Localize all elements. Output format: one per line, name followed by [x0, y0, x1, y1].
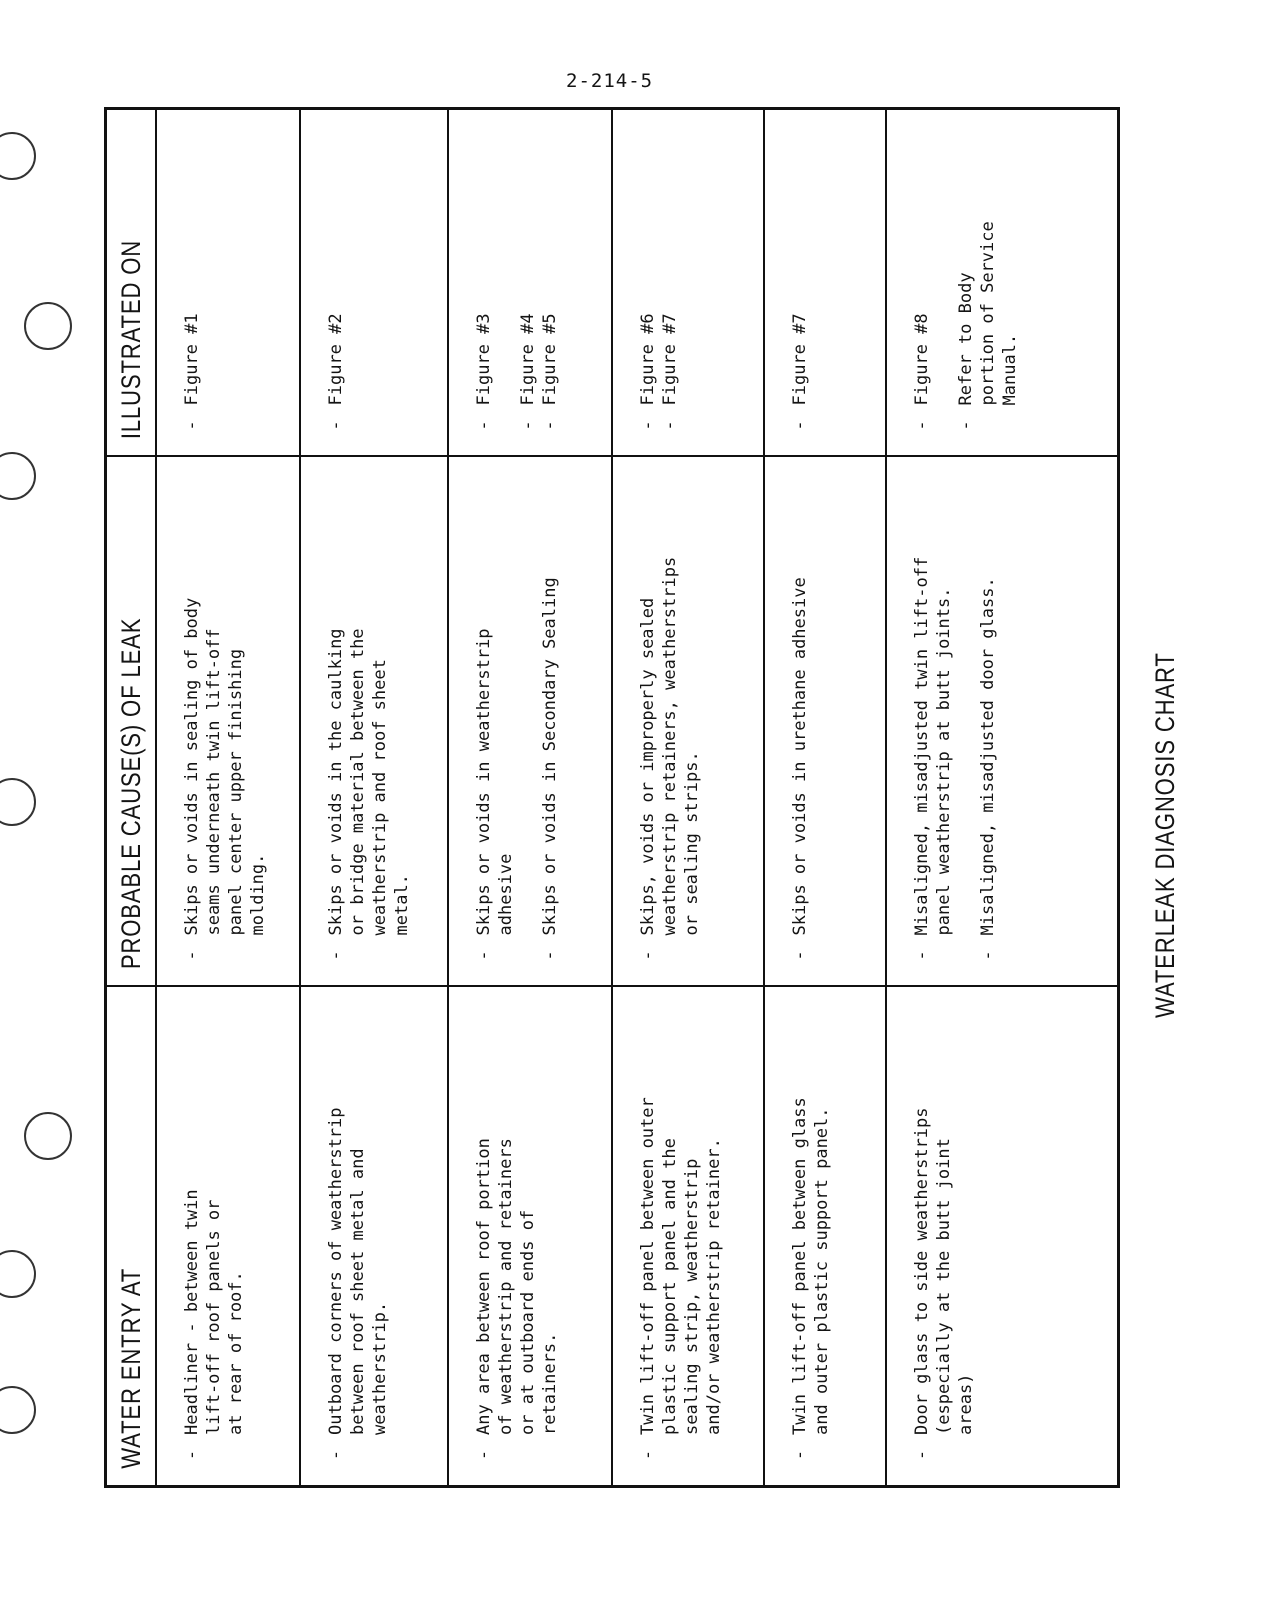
- water-entry-text: Twin lift-off panel between glass and outer plastic support panel.: [790, 1097, 832, 1435]
- illustrated-cell: - Figure #8 - Refer to Body portion of Service Manual.: [886, 109, 1119, 457]
- rotated-sheet: [104, 110, 1120, 1488]
- water-entry-cell: - Twin lift-off panel between glass and outer plastic support panel.: [764, 987, 886, 1487]
- water-entry-cell: - Headliner - between twin lift-off roof panels or at rear of roof.: [156, 987, 300, 1487]
- illustrated-cell: - Figure #1: [156, 109, 300, 457]
- punch-hole-2: [24, 302, 72, 350]
- header-illustrated-on: ILLUSTRATED ON: [106, 168, 157, 453]
- cause-cell: - Skips or voids in weatherstrip adhesive - Skips or voids in Secondary Sealing: [448, 457, 612, 987]
- figure-ref: Figure #3: [474, 313, 494, 406]
- cause-text: Skips or voids in Secondary Sealing: [540, 577, 560, 936]
- header-probable-cause: PROBABLE CAUSE(S) OF LEAK: [106, 549, 157, 984]
- cause-text: Skips or voids in sealing of body seams underneath twin lift-off panel center upper finishing molding.: [182, 597, 268, 936]
- illustrated-cell: - Figure #7: [764, 109, 886, 457]
- table-row: [448, 109, 612, 1487]
- illustrated-cell: - Figure #2: [300, 109, 448, 457]
- figure-ref: Refer to Body portion of Service Manual.: [956, 221, 1020, 406]
- table-row: [612, 109, 764, 1487]
- water-entry-text: Headliner - between twin lift-off roof panels or at rear of roof.: [182, 1189, 246, 1435]
- cause-cell: - Skips or voids in sealing of body seams underneath twin lift-off panel center upper finishing molding.: [156, 457, 300, 987]
- water-entry-text: Outboard corners of weatherstrip between roof sheet metal and weatherstrip.: [326, 1107, 390, 1435]
- figure-ref: Figure #7: [790, 313, 810, 406]
- illustrated-cell: - Figure #3 - - Figure #4 Figure #5: [448, 109, 612, 457]
- cause-text: Misaligned, misadjusted twin lift-off panel weatherstrip at butt joints.: [912, 556, 954, 936]
- chart-caption: WATERLEAK DIAGNOSIS CHART: [1150, 652, 1180, 1018]
- water-entry-text: Any area between roof portion of weatherstrip and retainers or at outboard ends of retainers.: [474, 1138, 560, 1435]
- cause-cell: - Skips or voids in the caulking or bridge material between the weatherstrip and roof sheet metal.: [300, 457, 448, 987]
- water-entry-cell: - Any area between roof portion of weatherstrip and retainers or at outboard ends of retainers.: [448, 987, 612, 1487]
- table-row: [886, 109, 1119, 1487]
- water-entry-cell: - Twin lift-off panel between outer plastic support panel and the sealing strip, weatherstrip and/or weatherstrip retainer.: [612, 987, 764, 1487]
- figure-ref: Figure #2: [326, 313, 346, 406]
- cause-cell: - Skips, voids or improperly sealed weatherstrip retainers, weatherstrips or sealing strips.: [612, 457, 764, 987]
- punch-hole-7: [0, 1386, 36, 1434]
- water-entry-cell: - Door glass to side weatherstrips (especially at the butt joint areas): [886, 987, 1119, 1487]
- table-row: [300, 109, 448, 1487]
- cause-cell: - Skips or voids in urethane adhesive: [764, 457, 886, 987]
- figure-ref: Figure #6 Figure #7: [638, 313, 680, 406]
- punch-hole-5: [24, 1112, 72, 1160]
- water-entry-cell: - Outboard corners of weatherstrip between roof sheet metal and weatherstrip.: [300, 987, 448, 1487]
- figure-ref: Figure #8: [912, 313, 932, 406]
- cause-cell: - Misaligned, misadjusted twin lift-off panel weatherstrip at butt joints. - Misaligned, misadjusted door glass.: [886, 457, 1119, 987]
- header-water-entry: WATER ENTRY AT: [106, 1074, 157, 1484]
- water-entry-text: Door glass to side weatherstrips (especially at the butt joint areas): [912, 1107, 976, 1435]
- figure-ref: Figure #1: [182, 313, 202, 406]
- punch-hole-4: [0, 778, 36, 826]
- punch-hole-1: [0, 132, 36, 180]
- cause-text: Skips or voids in urethane adhesive: [790, 577, 810, 936]
- illustrated-cell: - - Figure #6 Figure #7: [612, 109, 764, 457]
- punch-hole-6: [0, 1250, 36, 1298]
- figure-ref: Figure #4 Figure #5: [518, 313, 560, 406]
- table-row: [764, 109, 886, 1487]
- table-row: [156, 109, 300, 1487]
- cause-text: Skips, voids or improperly sealed weatherstrip retainers, weatherstrips or sealing strips.: [638, 556, 702, 936]
- punch-hole-3: [0, 452, 36, 500]
- cause-text: Skips or voids in the caulking or bridge material between the weatherstrip and roof sheet metal.: [326, 628, 412, 936]
- waterleak-diagnosis-table: [104, 107, 1120, 1488]
- water-entry-text: Twin lift-off panel between outer plastic support panel and the sealing strip, weatherstrip and/or weatherstrip retainer.: [638, 1097, 724, 1435]
- cause-text: Misaligned, misadjusted door glass.: [978, 577, 998, 936]
- page-number: 2-214-5: [566, 70, 654, 92]
- cause-text: Skips or voids in weatherstrip adhesive: [474, 628, 516, 936]
